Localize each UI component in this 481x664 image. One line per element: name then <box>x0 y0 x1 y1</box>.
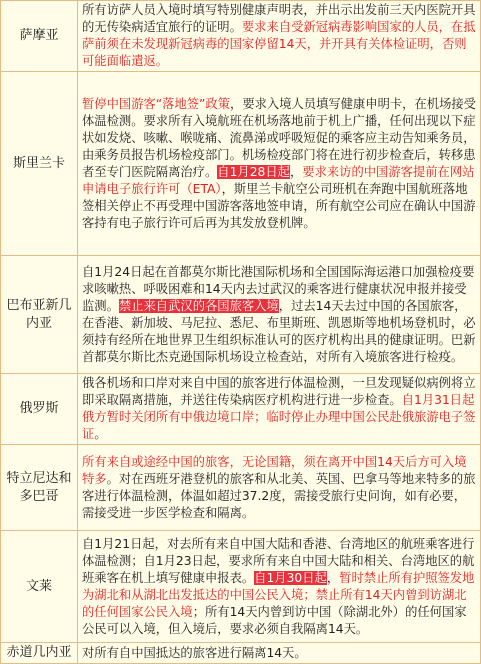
policy-text: ；所有14天内曾到访中国（除湖北外）的任何国家公民可以入境，但入境后，要求必须自我隔离14天。 <box>82 604 467 636</box>
policy-text: ，斯里兰卡航空公司班机在奔跑中国航班落地签相关停止不再受理中国游客落地签申请，所有航空公司应在确认中国游客持有电子旅行许可后再为其发放登机牌。 <box>82 181 476 230</box>
policy-text: 。对在西班牙港登机的旅客和从北美、英国、巴拿马等地来特多的旅客进行体温检测，体温如超过37.2度，需接受旅行史问询，如有必要，需接受进一步医学检查和隔离。 <box>82 471 476 520</box>
emphasized-text: 自1月31日起俄方暂时关闭所有中俄边境口岸；临时停止办理中国公民赴俄旅游电子签证 <box>82 393 476 441</box>
policy-text: 对所有自中国抵达的旅客进行隔离14天。 <box>82 645 307 660</box>
policy-row <box>1 445 481 531</box>
country-cell: 斯里兰卡 <box>1 72 78 256</box>
country-cell: 萨摩亚 <box>1 1 78 72</box>
policy-row <box>1 531 481 643</box>
emphasized-text: 所有来自或途经中国的旅客，无论国籍，须在离开中国14天后方可入境特多 <box>82 454 467 486</box>
emphasized-text: 暂停中国游客“落地签”政策 <box>82 96 231 111</box>
policy-text: 。 <box>94 427 107 441</box>
policy-text-cell <box>78 643 481 664</box>
emphasized-text: 要求来访的中国游客提前在网站申请电子旅行许可（ETA） <box>82 164 475 196</box>
policy-text: ， <box>289 164 303 179</box>
country-cell: 俄罗斯 <box>1 374 78 445</box>
policy-text: 所有访萨人员入境时填写特别健康声明表，并出示出发前三天内医院开具的无传染病适宜旅行的证明。 <box>82 3 476 34</box>
policy-row <box>1 256 481 374</box>
policy-row <box>1 72 481 256</box>
policy-text: ，过去14天去过中国的各国旅客，在香港、新加坡、马尼拉、悉尼、布里斯班、凯恩斯等地机场登机时，必须持有经所在地世界卫生组织标准认可的医疗机构出具的健康证明。巴新首都莫尔斯比杰克逊国际机场设立检查站，对所有入境旅客进行检疫。 <box>82 298 476 364</box>
policy-text-cell <box>78 374 481 445</box>
emphasized-text: 暂时禁止所有护照签发地为湖北和从湖北出发抵达的中国公民入境；禁止所有14天内曾到访湖北的任何国家公民入境 <box>82 570 475 619</box>
policy-text-cell <box>78 531 481 643</box>
country-cell: 赤道几内亚 <box>1 643 78 664</box>
policy-row <box>1 374 481 445</box>
policy-text-cell <box>78 256 481 374</box>
policy-text-cell <box>78 445 481 531</box>
country-cell: 巴布亚新几内亚 <box>1 256 78 374</box>
policy-text: ， <box>326 570 340 585</box>
country-cell: 特立尼达和多巴哥 <box>1 445 78 531</box>
policy-text-cell <box>78 1 481 72</box>
highlighted-date: 禁止来自武汉的各国旅客入境 <box>118 298 279 313</box>
highlighted-date: 自1月30日起 <box>254 570 327 585</box>
policy-text: 自1月24日起在首都莫尔斯比港国际机场和全国国际海运港口加强检疫要求咳嗽热、呼吸困难和14天内去过武汉的乘客进行健康状况申报并接受监测。 <box>82 264 475 313</box>
policy-table-body <box>1 1 481 664</box>
emphasized-text: 要求来自受新冠病毒影响国家的人员，在抵萨前须在未发现新冠病毒的国家停留14天，并开具有关体检证明，否则可能面临遣返。 <box>82 20 476 68</box>
policy-text: 自1月21日起，对去所有来自中国大陆和香港、台湾地区的航班乘客进行体温检测；自1月23日起，要求所有来自中国大陆和相关、台湾地区的航班乘客在机上填写健康申报表。 <box>82 536 475 585</box>
policy-text-cell <box>78 72 481 256</box>
policy-row <box>1 643 481 664</box>
country-cell: 文莱 <box>1 531 78 643</box>
policy-text: 俄各机场和口岸对来自中国的旅客进行体温检测，一旦发现疑似病例将立即采取隔离措施，并送往传染病医疗机构进行进一步检查。 <box>82 376 476 407</box>
policy-text: ，要求入境人员填写健康申明卡，在机场接受体温检测。要求所有入境航班在机场落地前于机上广播，任何出现以下症状如发烧、咳嗽、喉咙痛、流鼻涕或呼吸短促的乘客应主动告知乘务员，由乘务员报告机场检疫部门。机场检疫部门将在进行初步检查后，转移患者至专门医院隔离治疗。 <box>82 96 476 179</box>
policy-row <box>1 1 481 72</box>
highlighted-date: 自1月28日起 <box>217 164 290 179</box>
